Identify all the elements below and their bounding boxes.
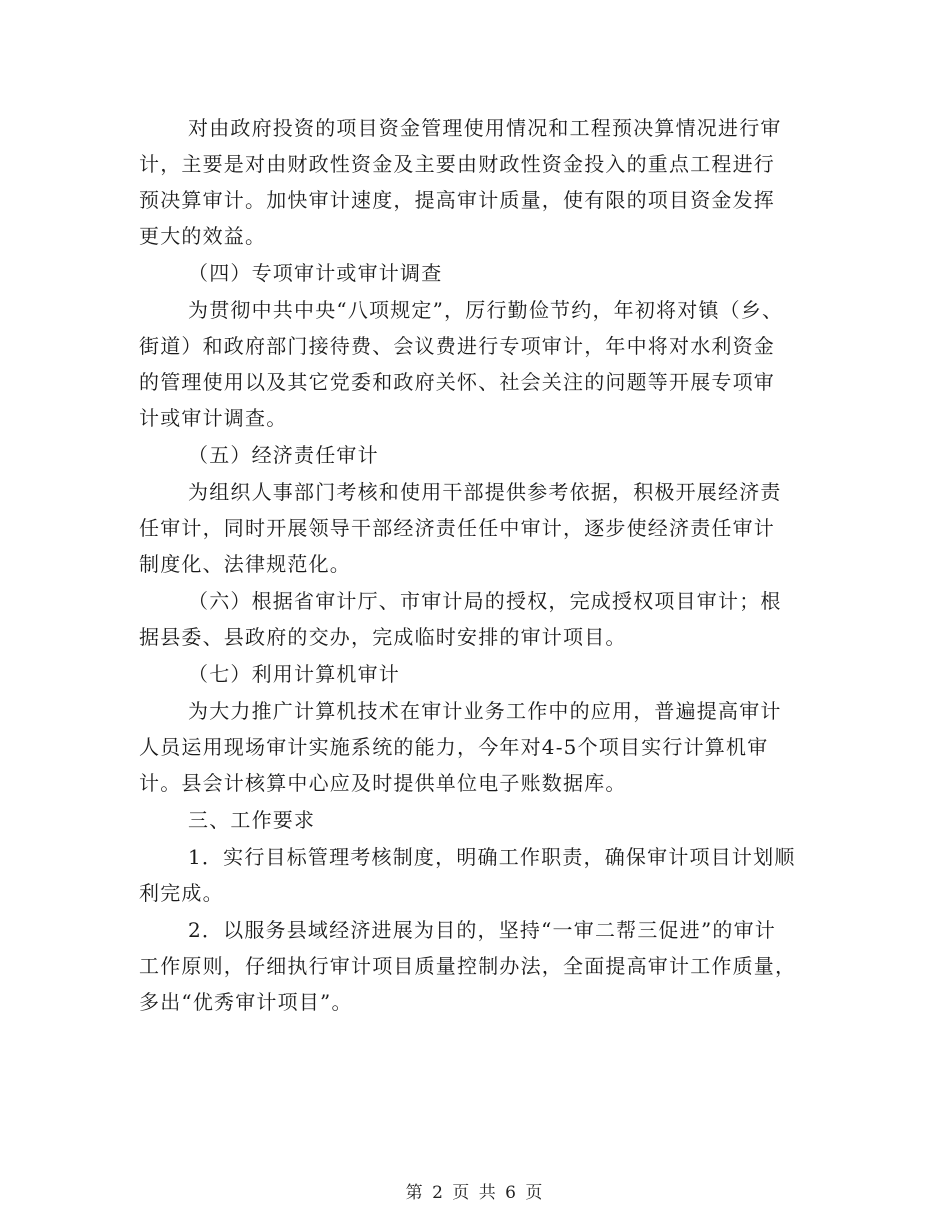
paragraph-line: 1．实行目标管理考核制度，明确工作职责，确保审计项目计划顺 bbox=[188, 845, 796, 869]
paragraph-line: 人员运用现场审计实施系统的能力，今年对4-5个项目实行计算机审 bbox=[139, 735, 769, 759]
paragraph-line: 对由政府投资的项目资金管理使用情况和工程预决算情况进行审 bbox=[188, 116, 782, 140]
paragraph-line: 任审计，同时开展领导干部经济责任任中审计，逐步使经济责任审计 bbox=[139, 516, 775, 540]
page-number-footer: 第 2 页 共 6 页 bbox=[405, 1183, 545, 1203]
paragraph-line: 为贯彻中共中央“八项规定”，厉行勤俭节约，年初将对镇（乡、 bbox=[188, 298, 784, 322]
paragraph-line: 据县委、县政府的交办，完成临时安排的审计项目。 bbox=[139, 625, 627, 649]
paragraph-line: 为大力推广计算机技术在审计业务工作中的应用，普遍提高审计 bbox=[188, 699, 782, 723]
section-heading: （四）专项审计或审计调查 bbox=[188, 261, 443, 285]
section-heading: （五）经济责任审计 bbox=[188, 443, 379, 467]
paragraph-line: 预决算审计。加快审计速度，提高审计质量，使有限的项目资金发挥 bbox=[139, 188, 775, 212]
paragraph-line: 工作原则，仔细执行审计项目质量控制办法，全面提高审计工作质量， bbox=[139, 954, 797, 978]
paragraph-line: 制度化、法律规范化。 bbox=[139, 552, 351, 576]
paragraph-line: 利完成。 bbox=[139, 881, 224, 905]
paragraph-line: 更大的效益。 bbox=[139, 224, 267, 248]
section-heading: （六）根据省审计厅、市审计局的授权，完成授权项目审计；根 bbox=[188, 589, 782, 613]
paragraph-line: 街道）和政府部门接待费、会议费进行专项审计，年中将对水利资金 bbox=[139, 334, 775, 358]
paragraph-line: 为组织人事部门考核和使用干部提供参考依据，积极开展经济责 bbox=[188, 480, 782, 504]
paragraph-line: 2．以服务县域经济进展为目的，坚持“一审二帮三促进”的审计 bbox=[188, 918, 776, 942]
paragraph-line: 计。县会计核算中心应及时提供单位电子账数据库。 bbox=[139, 771, 627, 795]
section-heading: （七）利用计算机审计 bbox=[188, 662, 400, 686]
paragraph-line: 计，主要是对由财政性资金及主要由财政性资金投入的重点工程进行 bbox=[139, 152, 775, 176]
paragraph-line: 多出“优秀审计项目”。 bbox=[139, 990, 353, 1014]
section-heading: 三、工作要求 bbox=[188, 808, 316, 832]
paragraph-line: 计或审计调查。 bbox=[139, 406, 288, 430]
paragraph-line: 的管理使用以及其它党委和政府关怀、社会关注的问题等开展专项审 bbox=[139, 370, 775, 394]
